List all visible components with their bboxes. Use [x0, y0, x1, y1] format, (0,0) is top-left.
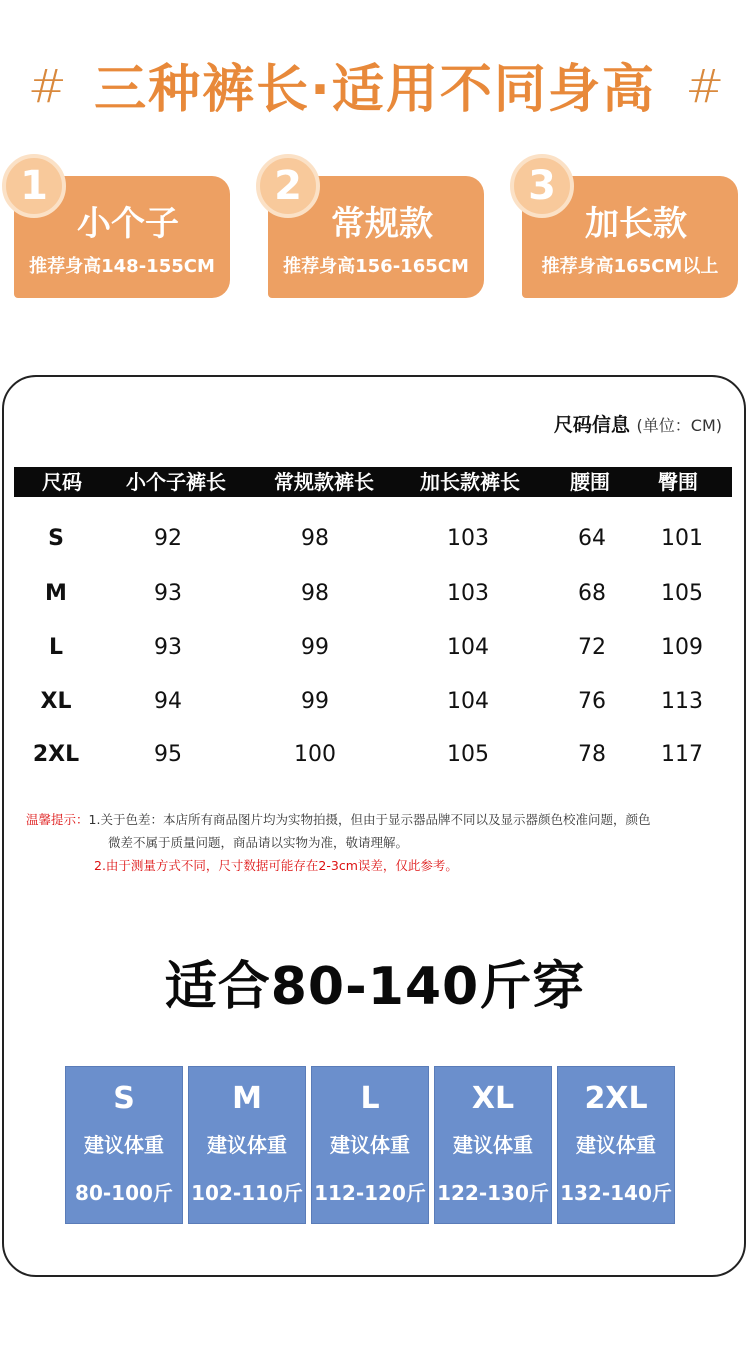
- length-card-petite: [14, 163, 230, 298]
- cell-long: 105: [447, 742, 489, 767]
- weight-label: 建议体重: [207, 1133, 287, 1157]
- weight-box-m: [188, 1066, 306, 1224]
- cell-long: 104: [447, 689, 489, 714]
- header-size: 尺码: [42, 470, 82, 494]
- weight-label: 建议体重: [330, 1133, 410, 1157]
- hash-mark-left: #: [28, 59, 67, 113]
- header-waist: 腰围: [570, 470, 610, 494]
- cell-regular: 99: [301, 689, 329, 714]
- cell-hip: 101: [661, 526, 703, 551]
- weight-range: 132-140斤: [560, 1181, 672, 1205]
- number-badge: 2: [256, 154, 320, 218]
- warm-tips: [26, 808, 732, 877]
- cell-waist: 64: [578, 526, 606, 551]
- hash-mark-right: #: [685, 59, 724, 113]
- header-regular: 常规款裤长: [274, 470, 374, 494]
- card-name: 加长款: [585, 204, 687, 244]
- cell-waist: 68: [578, 581, 606, 606]
- cell-long: 103: [447, 526, 489, 551]
- cell-waist: 76: [578, 689, 606, 714]
- cell-hip: 113: [661, 689, 703, 714]
- cell-hip: 117: [661, 742, 703, 767]
- weight-box-xl: [434, 1066, 552, 1224]
- header-long: 加长款裤长: [420, 470, 520, 494]
- table-row: [0, 576, 750, 612]
- header-hip: 臀围: [658, 470, 698, 494]
- header-petite: 小个子裤长: [126, 470, 226, 494]
- size-info-label: 尺码信息: [553, 414, 630, 436]
- size-info-unit: (单位：CM): [636, 416, 722, 435]
- weight-size: XL: [471, 1081, 515, 1116]
- cell-size: L: [48, 635, 64, 660]
- cell-petite: 95: [154, 742, 182, 767]
- weight-box-s: [65, 1066, 183, 1224]
- cell-hip: 109: [661, 635, 703, 660]
- cell-waist: 78: [578, 742, 606, 767]
- tips-line-2: 微差不属于质量问题，商品请以实物为准，敬请理解。: [108, 835, 409, 850]
- weight-box-l: [311, 1066, 429, 1224]
- weight-range: 122-130斤: [437, 1181, 549, 1205]
- weight-label: 建议体重: [453, 1133, 533, 1157]
- cell-waist: 72: [578, 635, 606, 660]
- cell-size: 2XL: [32, 742, 80, 767]
- weight-box-2xl: [557, 1066, 675, 1224]
- card-recommend: 推荐身高148-155CM: [29, 256, 215, 277]
- cell-hip: 105: [661, 581, 703, 606]
- table-row: [0, 630, 750, 666]
- cell-size: S: [48, 526, 64, 551]
- weight-size: 2XL: [584, 1081, 648, 1116]
- size-table-header: [14, 467, 732, 497]
- card-recommend: 推荐身高156-165CM: [283, 256, 469, 277]
- tips-line-3: 2.由于测量方式不同，尺寸数据可能存在2-3cm误差，仅此参考。: [94, 858, 458, 873]
- cell-regular: 99: [301, 635, 329, 660]
- tips-line-1: [26, 808, 732, 831]
- cell-petite: 92: [154, 526, 182, 551]
- cell-size: XL: [40, 689, 72, 714]
- table-row: [0, 521, 750, 557]
- cell-long: 103: [447, 581, 489, 606]
- title-text: 三种裤长·适用不同身高: [94, 60, 656, 120]
- weight-size: M: [232, 1081, 262, 1116]
- weight-range: 80-100斤: [75, 1181, 173, 1205]
- weight-range: 102-110斤: [191, 1181, 303, 1205]
- size-info-heading: [554, 410, 722, 437]
- cell-regular: 98: [301, 526, 329, 551]
- cell-petite: 94: [154, 689, 182, 714]
- cell-size: M: [45, 581, 67, 606]
- weight-size: L: [360, 1081, 380, 1116]
- page-title: [0, 55, 750, 125]
- table-row: [0, 737, 750, 773]
- card-recommend: 推荐身高165CM以上: [541, 256, 719, 277]
- fit-weight-headline: 适合80-140斤穿: [164, 957, 586, 1017]
- cell-petite: 93: [154, 635, 182, 660]
- weight-label: 建议体重: [84, 1133, 164, 1157]
- tips-text-1: 1.关于色差：本店所有商品图片均为实物拍摄，但由于显示器品牌不同以及显示器颜色校准问题，颜色: [88, 812, 651, 827]
- length-card-long: [522, 163, 738, 298]
- cell-petite: 93: [154, 581, 182, 606]
- weight-label: 建议体重: [576, 1133, 656, 1157]
- length-card-regular: [268, 163, 484, 298]
- weight-range: 112-120斤: [314, 1181, 426, 1205]
- cell-regular: 98: [301, 581, 329, 606]
- cell-long: 104: [447, 635, 489, 660]
- number-badge: 3: [510, 154, 574, 218]
- cell-regular: 100: [294, 742, 336, 767]
- table-row: [0, 684, 750, 720]
- number-badge: 1: [2, 154, 66, 218]
- tips-label: 温馨提示：: [26, 812, 89, 827]
- card-name: 小个子: [77, 204, 179, 244]
- card-name: 常规款: [331, 204, 433, 244]
- weight-size: S: [113, 1081, 135, 1116]
